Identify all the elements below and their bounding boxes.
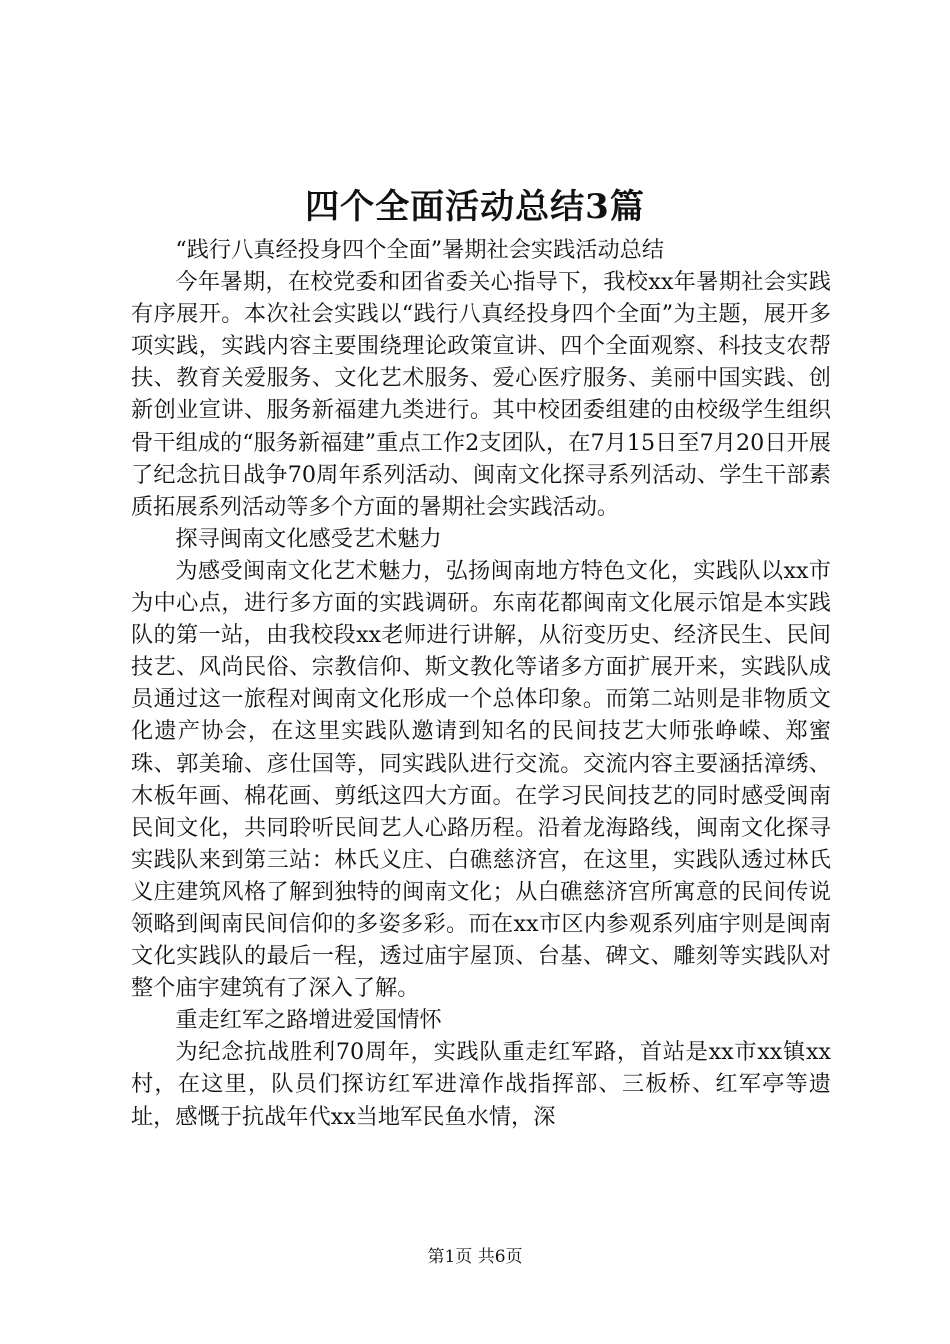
section-heading: “践行八真经投身四个全面”暑期社会实践活动总结 [175, 237, 665, 263]
document-body [131, 234, 831, 1133]
section-heading: 探寻闽南文化感受艺术魅力 [175, 525, 442, 552]
body-paragraph: 今年暑期，在校党委和团省委关心指导下，我校xx年暑期社会实践有序展开。本次社会实践以“践行八真经投身四个全面”为主题，展开多项实践，实践内容主要围绕理论政策宣讲、四个全面观察、科技支农帮扶、教育关爱服务、文化艺术服务、爱心医疗服务、美丽中国实践、创新创业宣讲、服务新福建九类进行。其中校团委组建的由校级学生组织骨干组成的“服务新福建”重点工作2支团队，在7月15日至7月20日开展了纪念抗日战争70周年系列活动、闽南文化探寻系列活动、学生干部素质拓展系列活动等多个方面的暑期社会实践活动。 [131, 269, 831, 520]
document-title: 四个全面活动总结3篇 [305, 187, 645, 227]
page-footer: 第1页 共6页 [427, 1247, 523, 1267]
body-paragraph: 为纪念抗战胜利70周年，实践队重走红军路，首站是xx市xx镇xx村，在这里，队员们探访红军进漳作战指挥部、三板桥、红军亭等遗址，感慨于抗战年代xx当地军民鱼水情，深 [131, 1039, 831, 1130]
body-paragraph: 为感受闽南文化艺术魅力，弘扬闽南地方特色文化，实践队以xx市为中心点，进行多方面的实践调研。东南花都闽南文化展示馆是本实践队的第一站，由我校段xx老师进行讲解，从衍变历史、经济民生、民间技艺、风尚民俗、宗教信仰、斯文教化等诸多方面扩展开来，实践队成员通过这一旅程对闽南文化形成一个总体印象。而第二站则是非物质文化遗产协会，在这里实践队邀请到知名的民间技艺大师张峥嵘、郑蜜珠、郭美瑜、彦仕国等，同实践队进行交流。交流内容主要涵括漳绣、木板年画、棉花画、剪纸这四大方面。在学习民间技艺的同时感受闽南民间文化，共同聆听民间艺人心路历程。沿着龙海路线，闽南文化探寻实践队来到第三站：林氏义庄、白礁慈济宫，在这里，实践队透过林氏义庄建筑风格了解到独特的闽南文化；从白礁慈济宫所寓意的民间传说领略到闽南民间信仰的多姿多彩。而在xx市区内参观系列庙宇则是闽南文化实践队的最后一程，透过庙宇屋顶、台基、碑文、雕刻等实践队对整个庙宇建筑有了深入了解。 [131, 557, 831, 1002]
section-heading: 重走红军之路增进爱国情怀 [175, 1007, 442, 1034]
